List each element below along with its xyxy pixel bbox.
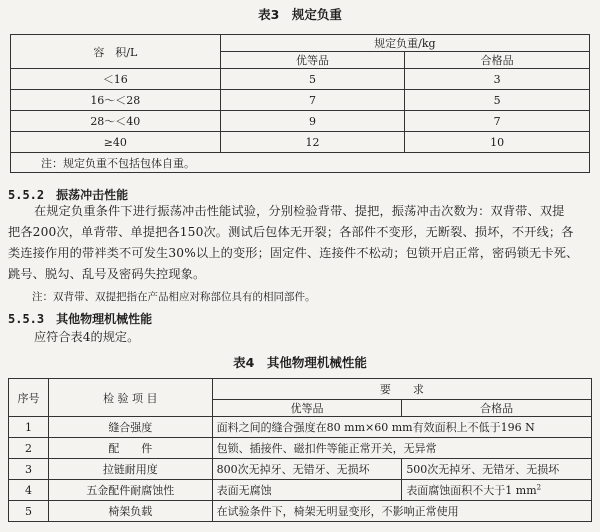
cell-volume: 28～＜40 <box>11 111 221 132</box>
paragraph-line: 把各200次，单背带、单提把各150次。测试后包体无开裂；各部件不变形，无断裂、损坏，不开线；各 <box>8 225 574 239</box>
header-excellent: 优等品 <box>212 400 402 417</box>
header-qualified: 合格品 <box>402 400 592 417</box>
cell-qualified: 500次无掉牙、无错牙、无损坏 <box>402 459 592 480</box>
cell-item: 五金配件耐腐蚀性 <box>48 480 212 501</box>
section-heading-553 <box>8 310 152 327</box>
table-header-row <box>11 35 590 52</box>
cell-qualified: 7 <box>405 111 590 132</box>
header-excellent: 优等品 <box>220 52 405 69</box>
table-row <box>9 438 592 459</box>
cell-no: 4 <box>9 480 49 501</box>
cell-requirement: 在试验条件下，椅架无明显变形，不影响正常使用 <box>212 501 591 522</box>
section-number: 5.5.3 <box>8 312 45 326</box>
cell-volume: 16～＜28 <box>11 90 221 111</box>
table3-note: 注：规定负重不包括包体自重。 <box>11 153 590 173</box>
cell-no: 3 <box>9 459 49 480</box>
section-number: 5.5.2 <box>8 188 45 202</box>
header-item: 检 验 项 目 <box>48 379 212 417</box>
section553-text: 应符合表4的规定。 <box>34 330 140 344</box>
header-volume: 容 积/L <box>11 35 221 69</box>
cell-excellent: 9 <box>220 111 405 132</box>
table-row <box>11 90 590 111</box>
paragraph-line: 类连接作用的带袢类不可发生30%以上的变形；固定件、连接件不松动；包锁开启正常，密码锁无卡死、 <box>8 246 579 260</box>
table-row <box>11 111 590 132</box>
header-qualified: 合格品 <box>405 52 590 69</box>
cell-no: 2 <box>9 438 49 459</box>
cell-requirement: 包锁、插接件、磁扣件等能正常开关，无异常 <box>212 438 591 459</box>
table-row <box>9 417 592 438</box>
cell-requirement: 面料之间的缝合强度在80 mm×60 mm有效面积上不低于196 N <box>212 417 591 438</box>
cell-item: 缝合强度 <box>48 417 212 438</box>
paragraph-line: 在规定负重条件下进行振荡冲击性能试验，分别检验背带、提把，振荡冲击次数为：双背带、双提 <box>34 204 565 218</box>
paragraph-line: 跳号、脱勾、乱号及密码失控现象。 <box>8 267 206 281</box>
table-note-row <box>11 153 590 173</box>
table-row <box>9 480 592 501</box>
cell-qualified <box>402 480 592 501</box>
table4 <box>8 378 592 522</box>
table-row <box>9 459 592 480</box>
cell-qualified: 3 <box>405 69 590 90</box>
table4-caption: 表4 其他物理机械性能 <box>233 355 367 370</box>
unit-superscript: 2 <box>536 483 542 492</box>
table-header-row <box>9 379 592 400</box>
table-row <box>9 501 592 522</box>
section552-note: 注：双背带、双提把指在产品相应对称部位具有的相同部件。 <box>32 291 316 303</box>
cell-excellent: 7 <box>220 90 405 111</box>
header-requirement: 要 求 <box>212 379 591 400</box>
cell-qualified: 10 <box>405 132 590 153</box>
cell-no: 1 <box>9 417 49 438</box>
cell-excellent: 表面无腐蚀 <box>212 480 402 501</box>
header-load-group: 规定负重/kg <box>220 35 589 52</box>
cell-item: 椅架负载 <box>48 501 212 522</box>
cell-excellent: 800次无掉牙、无错牙、无损坏 <box>212 459 402 480</box>
header-no: 序号 <box>9 379 49 417</box>
cell-qualified: 5 <box>405 90 590 111</box>
cell-excellent: 5 <box>220 69 405 90</box>
cell-no: 5 <box>9 501 49 522</box>
cell-item: 拉链耐用度 <box>48 459 212 480</box>
qualified-text: 表面腐蚀面积不大于1 mm <box>406 484 537 497</box>
cell-item: 配 件 <box>48 438 212 459</box>
section-title: 振荡冲击性能 <box>56 188 129 202</box>
table-row <box>11 69 590 90</box>
cell-volume: ≥40 <box>11 132 221 153</box>
section-title: 其他物理机械性能 <box>56 312 153 326</box>
cell-volume: ＜16 <box>11 69 221 90</box>
cell-excellent: 12 <box>220 132 405 153</box>
table3-caption: 表3 规定负重 <box>258 7 342 22</box>
table-row <box>11 132 590 153</box>
table3 <box>10 34 590 173</box>
